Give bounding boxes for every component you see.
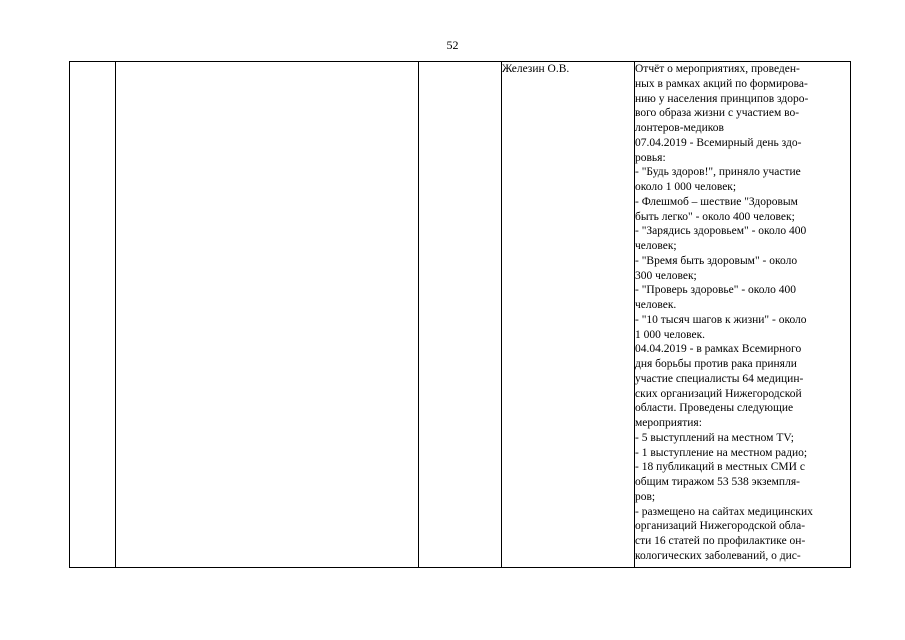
report-line: сти 16 статей по профилактике он- [635,535,806,547]
report-line: человек. [635,299,677,311]
report-line: - 18 публикаций в местных СМИ с [635,461,805,474]
table-row [70,62,851,568]
report-line: кологических заболеваний, о дис- [635,549,801,562]
report-line: участие специалисты 64 медицин- [635,372,804,385]
report-line: - "Время быть здоровым" - около [635,254,798,267]
report-line: 07.04.2019 - Всемирный день здо- [635,136,802,149]
report-line: - "Будь здоров!", приняло участие [635,166,801,179]
report-line: организаций Нижегородской обла- [635,520,806,533]
report-line: - 5 выступлений на местном TV; [635,431,794,444]
report-line: общим тиражом 53 538 экземпля- [635,476,800,488]
report-line: 04.04.2019 - в рамках Всемирного [635,343,802,356]
report-line: - "10 тысяч шагов к жизни" - около [635,313,807,326]
table-cell-number [70,62,116,568]
table-cell-deadline [419,62,502,568]
report-line: около 1 000 человек; [635,181,737,193]
report-line: - "Зарядись здоровьем" - около 400 [635,225,807,238]
report-line: - "Проверь здоровье" - около 400 [635,284,796,297]
table-cell-activity [116,62,419,568]
report-line: ровья: [635,151,666,164]
report-line: нию у населения принципов здоро- [635,92,809,105]
report-line: - размещено на сайтах медицинских [635,505,813,518]
report-line: ских организаций Нижегородской [635,387,802,400]
report-line: ров; [635,490,656,503]
report-line: лонтеров-медиков [635,122,724,134]
report-line: 300 человек; [635,269,697,282]
report-line: быть легко" - около 400 человек; [635,210,795,223]
page-number: 52 [446,38,459,52]
report-line: Отчёт о мероприятиях, проведен- [635,63,800,75]
table-cell-report [635,62,851,568]
report-line: 1 000 человек. [635,328,706,341]
report-table [69,61,851,568]
report-line: - 1 выступление на местном радио; [635,446,808,459]
report-line: человек; [635,240,677,252]
report-line: дня борьбы против рака приняли [635,358,797,370]
report-line: области. Проведены следующие [635,402,794,415]
report-line: вого образа жизни с участием во- [635,107,800,120]
report-line: - Флешмоб – шествие "Здоровым [635,195,798,208]
report-line: мероприятия: [635,417,702,429]
report-line: ных в рамках акций по формирова- [635,77,808,90]
table-cell-responsible: Железин О.В. [502,62,635,568]
